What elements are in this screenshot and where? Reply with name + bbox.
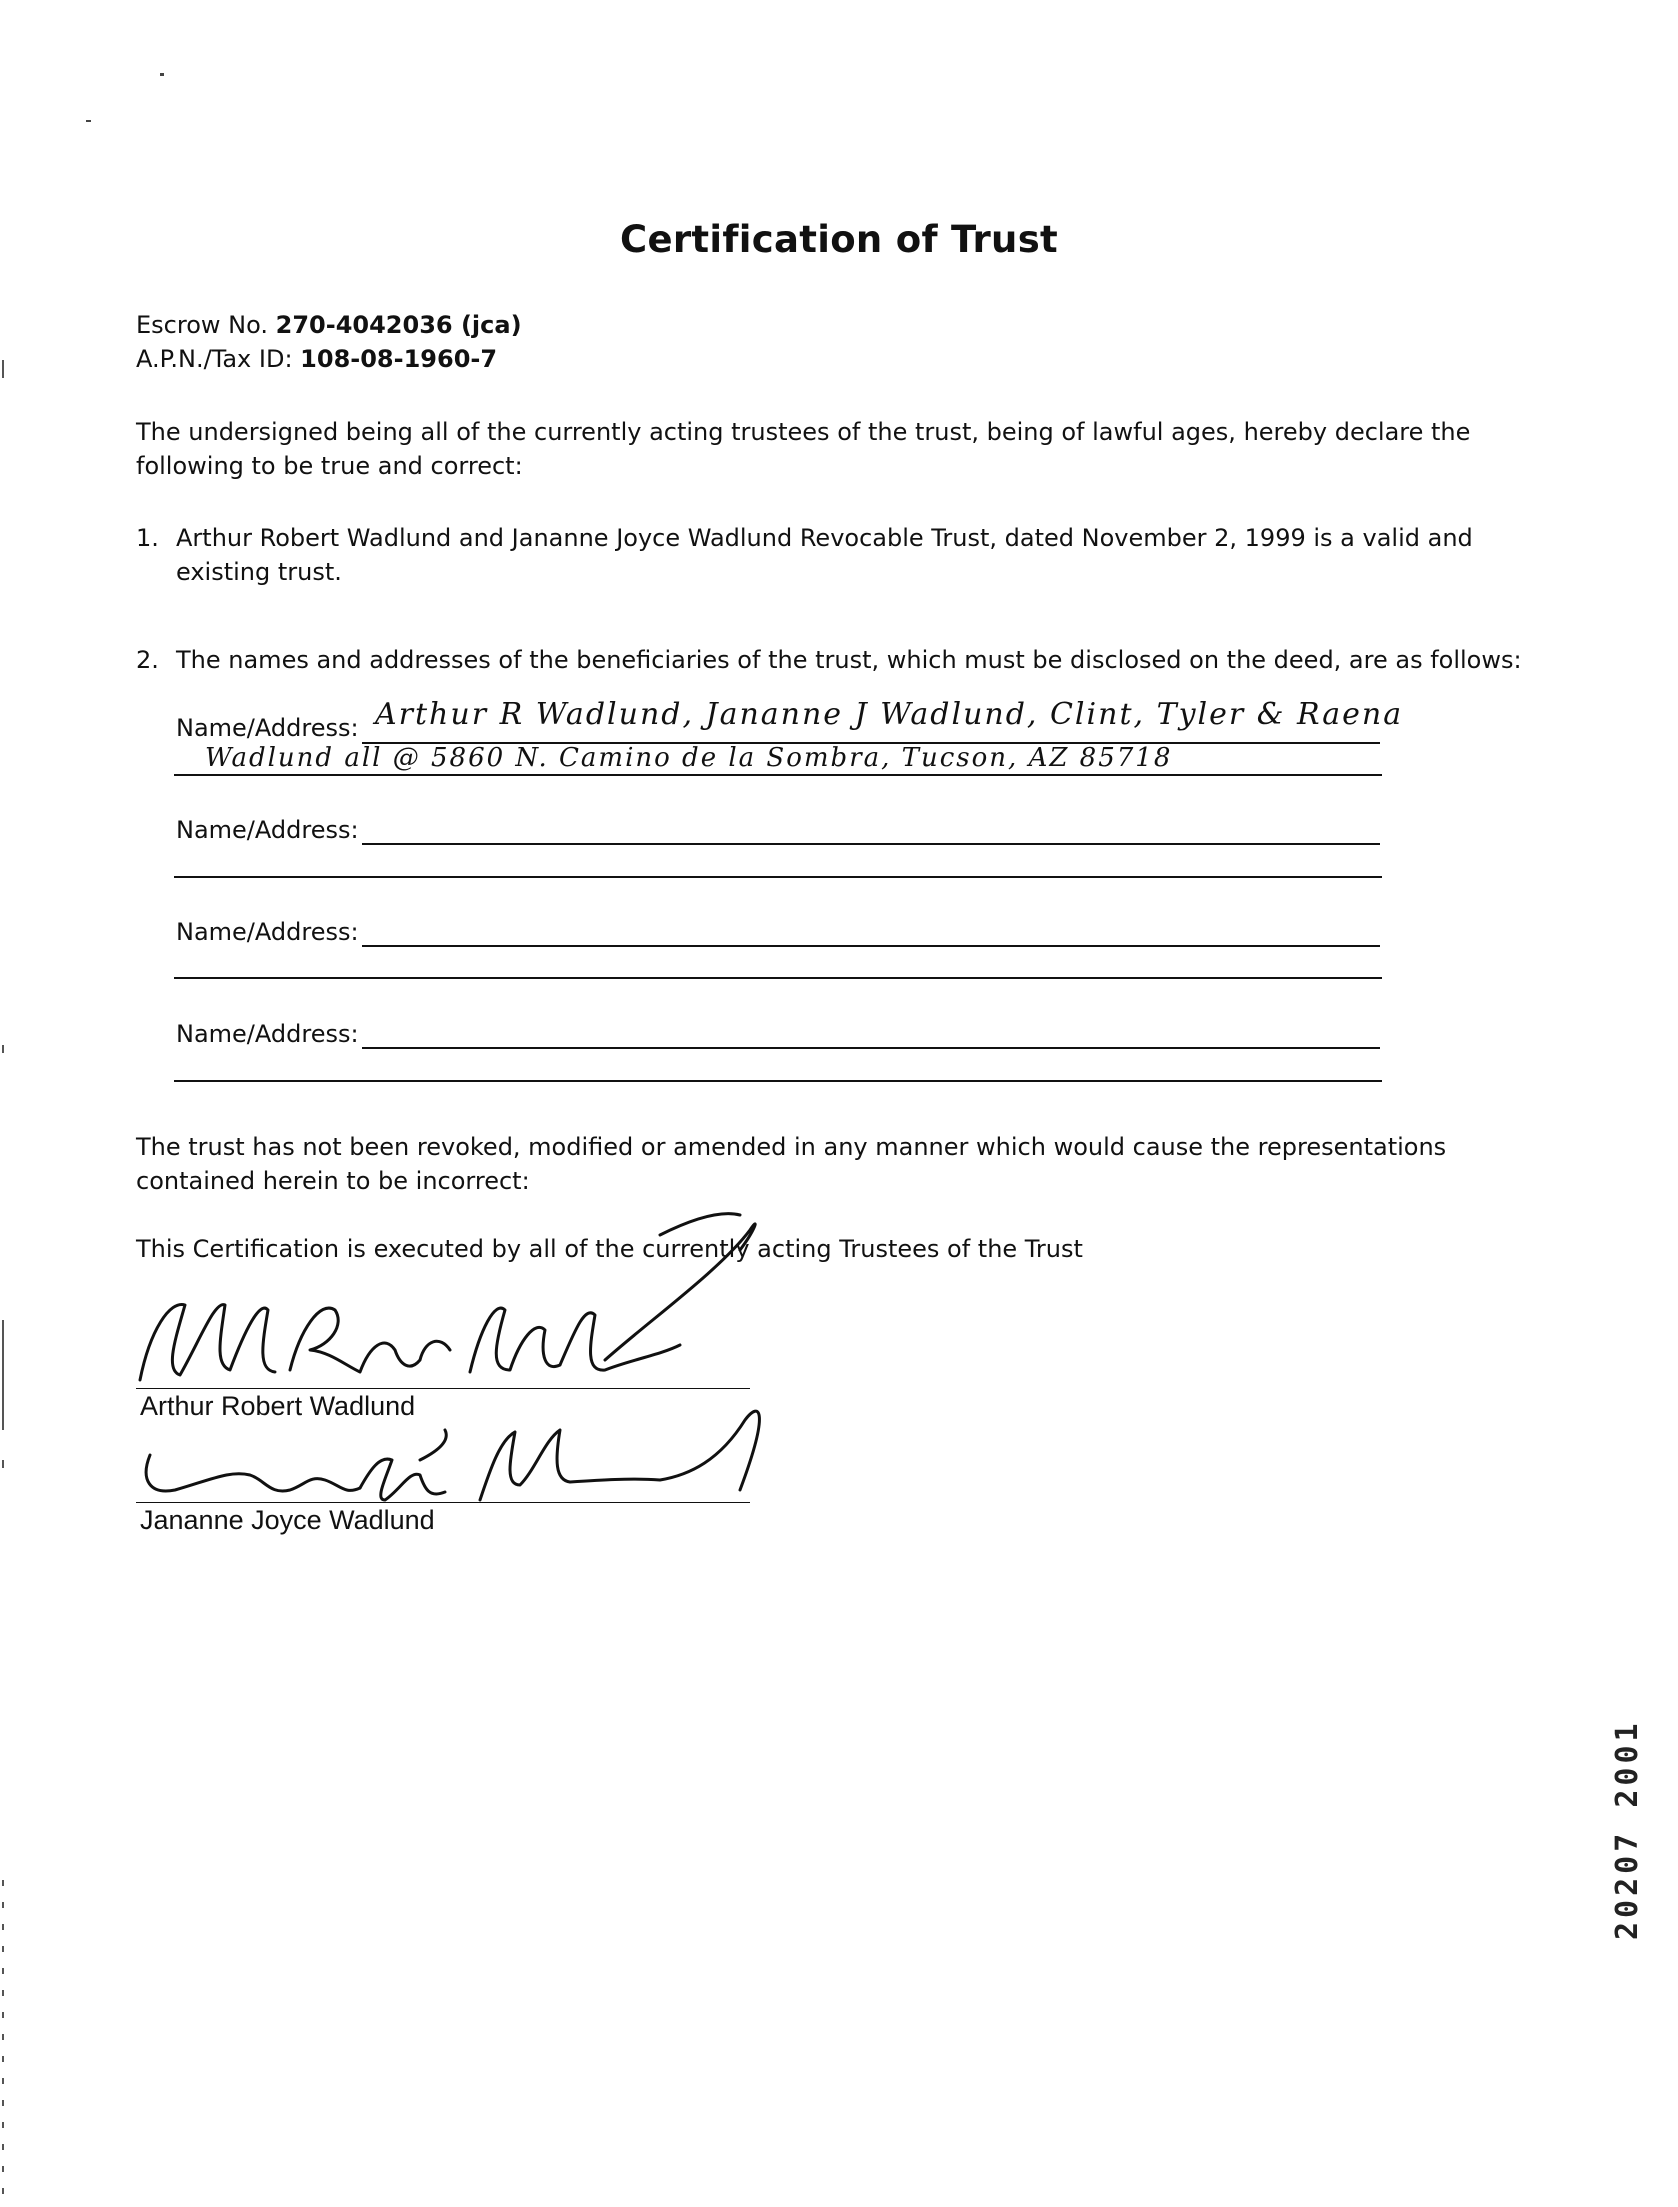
revocation-statement: The trust has not been revoked, modified or amended in any manner which would cause the representations contained herein to be incorrect: (136, 1133, 1447, 1195)
scan-speck (86, 120, 91, 122)
document-title: Certification of Trust (619, 218, 1059, 261)
scan-edge-mark (2, 1045, 4, 1053)
name-address-label: Name/Address: (176, 714, 359, 742)
list-item-number: 1. (136, 524, 159, 552)
handwritten-address: Wadlund all @ 5860 N. Camino de la Sombra, Tucson, AZ 85718 (205, 743, 1173, 773)
name-address-label: Name/Address: (176, 918, 359, 946)
side-stamp: 20207 2001 (1610, 1719, 1645, 1940)
scan-speck (160, 73, 164, 76)
scan-edge-mark (2, 1880, 4, 2200)
apn-label: A.P.N./Tax ID: (136, 345, 293, 373)
escrow-number: 270-4042036 (jca) (275, 311, 522, 339)
signer-name: Jananne Joyce Wadlund (140, 1505, 435, 1535)
scan-edge-mark (2, 1460, 4, 1468)
scan-edge-mark (2, 360, 4, 378)
scan-edge-mark (2, 1320, 4, 1430)
intro-paragraph: The undersigned being all of the currently acting trustees of the trust, being of lawful ages, hereby declare the following to be true and correct: (136, 418, 1471, 480)
name-address-label: Name/Address: (176, 816, 359, 844)
apn-number: 108-08-1960-7 (300, 345, 498, 373)
execution-statement: This Certification is executed by all of the currently acting Trustees of the Trust (136, 1235, 1083, 1263)
list-item-text: The names and addresses of the beneficiaries of the trust, which must be disclosed on the deed, are as follows: (176, 646, 1522, 674)
list-item-text: Arthur Robert Wadlund and Jananne Joyce Wadlund Revocable Trust, dated November 2, 1999 is a valid and existing trust. (176, 524, 1473, 586)
signer-name: Arthur Robert Wadlund (140, 1391, 416, 1421)
escrow-label: Escrow No. (136, 311, 268, 339)
handwritten-beneficiaries: Arthur R Wadlund, Jananne J Wadlund, Clint, Tyler & Raena (375, 697, 1404, 732)
list-item-number: 2. (136, 646, 159, 674)
name-address-label: Name/Address: (176, 1020, 359, 1048)
